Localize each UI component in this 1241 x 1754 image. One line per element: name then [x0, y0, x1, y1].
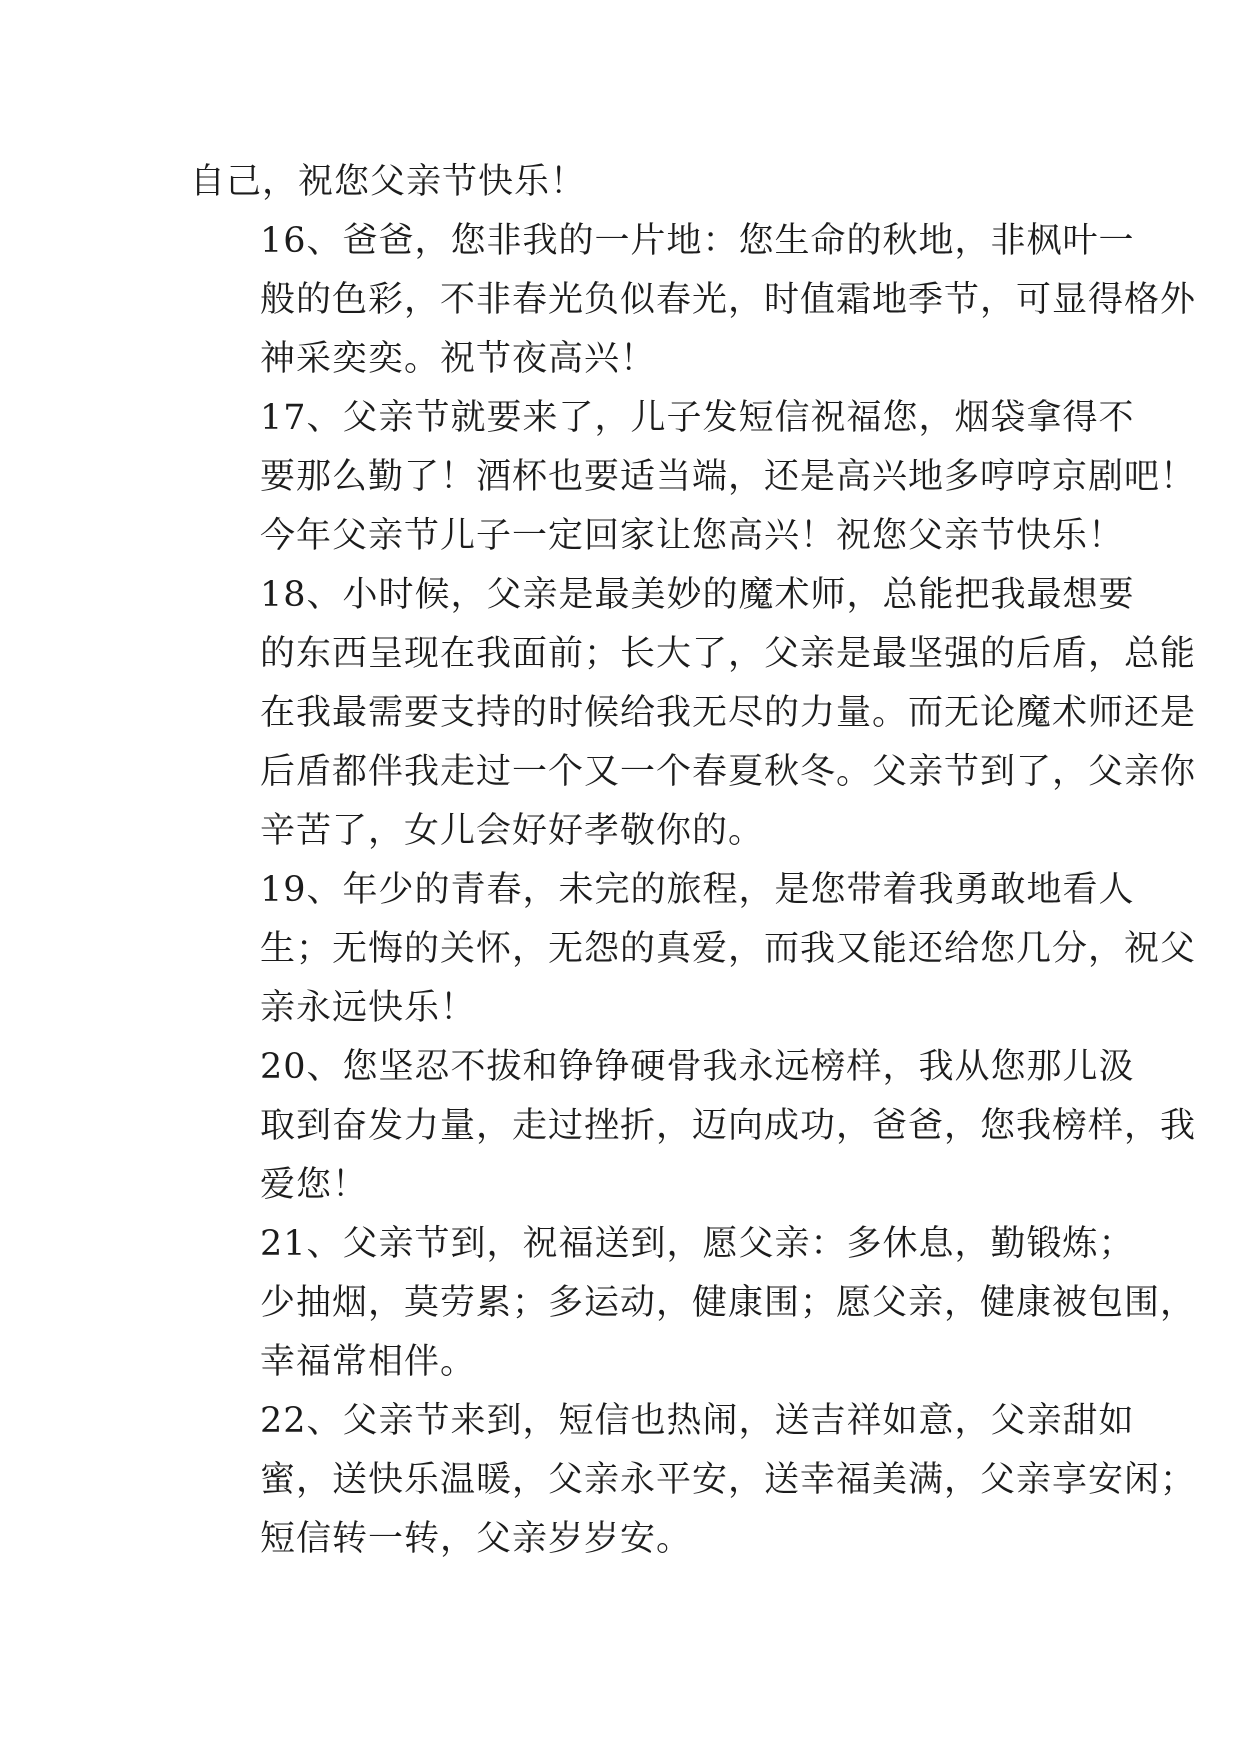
paragraph: [190, 389, 1197, 566]
paragraph-line: 22、父亲节来到，短信也热闹，送吉祥如意，父亲甜如: [260, 1401, 1135, 1441]
paragraph-line: 19、年少的青春，未完的旅程，是您带着我勇敢地看人: [260, 870, 1135, 910]
paragraph-line: 要那么勤了！酒杯也要适当端，还是高兴地多哼哼京剧吧！: [260, 457, 1197, 497]
paragraph-line: 16、爸爸，您非我的一片地：您生命的秋地，非枫叶一: [260, 221, 1135, 261]
paragraph-line: 21、父亲节到，祝福送到，愿父亲：多休息，勤锻炼；: [260, 1224, 1135, 1264]
paragraph: [190, 1215, 1197, 1392]
paragraph-line: 少抽烟，莫劳累；多运动，健康围；愿父亲，健康被包围，: [260, 1283, 1197, 1323]
paragraph-line: 17、父亲节就要来了，儿子发短信祝福您，烟袋拿得不: [260, 398, 1135, 438]
paragraph: [190, 1392, 1197, 1569]
paragraph-line: 20、您坚忍不拔和铮铮硬骨我永远榜样，我从您那儿汲: [260, 1047, 1135, 1087]
paragraph: [190, 1038, 1197, 1215]
paragraph-line: 爱您！: [260, 1165, 369, 1205]
paragraph-line: 的东西呈现在我面前；长大了，父亲是最坚强的后盾，总能: [260, 634, 1197, 674]
paragraph-line: 短信转一转，父亲岁岁安。: [260, 1519, 693, 1559]
paragraph-line: 神采奕奕。祝节夜高兴！: [260, 339, 657, 379]
paragraph-line: 亲永远快乐！: [260, 988, 477, 1028]
paragraph-line: 生；无悔的关怀，无怨的真爱，而我又能还给您几分，祝父: [260, 929, 1197, 969]
paragraph-line: 自己，祝您父亲节快乐！: [190, 162, 587, 202]
paragraph-line: 今年父亲节儿子一定回家让您高兴！祝您父亲节快乐！: [260, 516, 1125, 556]
paragraph-line: 般的色彩，不非春光负似春光，时值霜地季节，可显得格外: [260, 280, 1197, 320]
paragraph-line: 幸福常相伴。: [260, 1342, 477, 1382]
document-body: [190, 153, 1197, 1569]
paragraph-line: 蜜，送快乐温暖，父亲永平安，送幸福美满，父亲享安闲；: [260, 1460, 1197, 1500]
paragraph: [190, 212, 1197, 389]
paragraph: [190, 153, 1050, 212]
paragraph-line: 在我最需要支持的时候给我无尽的力量。而无论魔术师还是: [260, 693, 1197, 733]
paragraph: [190, 861, 1197, 1038]
paragraph-line: 18、小时候，父亲是最美妙的魔术师，总能把我最想要: [260, 575, 1135, 615]
paragraph-line: 后盾都伴我走过一个又一个春夏秋冬。父亲节到了，父亲你: [260, 752, 1197, 792]
paragraph: [190, 566, 1197, 861]
paragraph-line: 辛苦了，女儿会好好孝敬你的。: [260, 811, 765, 851]
paragraph-line: 取到奋发力量，走过挫折，迈向成功，爸爸，您我榜样，我: [260, 1106, 1197, 1146]
